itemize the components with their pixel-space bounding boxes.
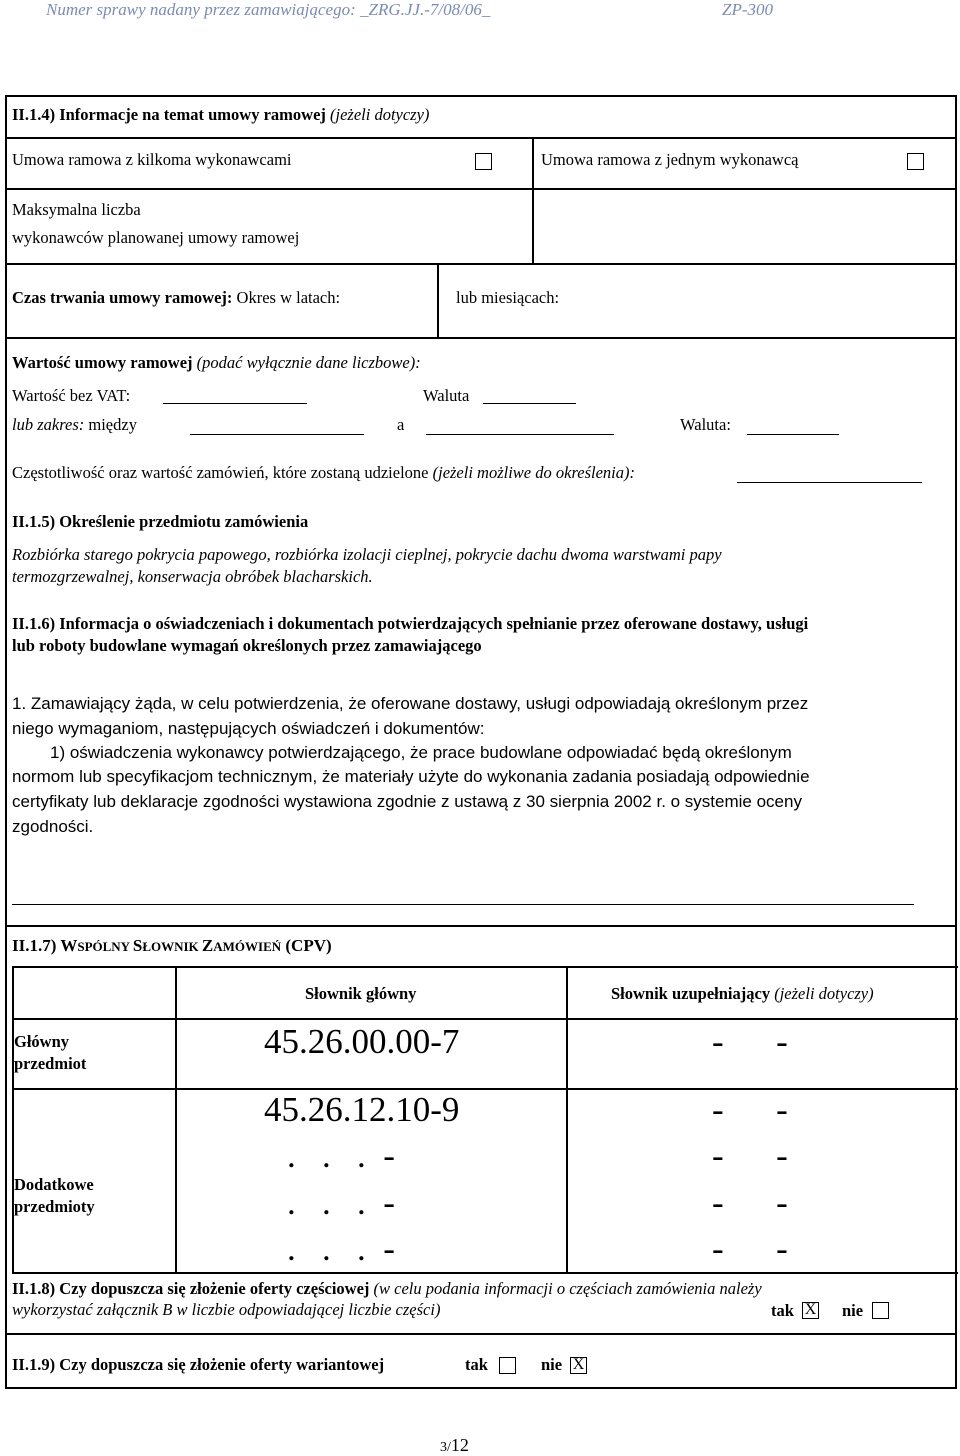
additional-supplementary-code: - - [712, 1229, 788, 1268]
currency2-label: Waluta: [680, 415, 731, 434]
partial-offer-yes-label: tak [771, 1301, 794, 1320]
range-label: lub zakres: między [12, 415, 137, 434]
requirement-line: normom lub specyfikacjom technicznym, że materiały użyte do wykonania zadania posiadają odpowiednie [12, 767, 810, 786]
value-label: Wartość umowy ramowej (podać wyłącznie dane liczbowe): [12, 353, 421, 372]
range-and-label: a [397, 415, 405, 434]
rule [532, 137, 534, 263]
currency-field[interactable] [483, 403, 576, 404]
section-title-116-2: lub roboty budowlane wymagań określonych przez zamawiającego [12, 636, 482, 655]
multi-contractor-label: Umowa ramowa z kilkoma wykonawcami [12, 150, 292, 169]
cpv-table-rule [12, 1272, 958, 1274]
additional-cpv-code: . . . - [287, 1229, 395, 1268]
cpv-table-rule [12, 966, 14, 1272]
supplementary-dictionary-header: Słownik uzupełniający (jeżeli dotyczy) [611, 984, 874, 1003]
requirement-line: niego wymaganiom, następujących oświadczeń i dokumentów: [12, 719, 485, 738]
frequency-field[interactable] [737, 482, 922, 483]
rule [5, 1333, 957, 1335]
section-title-114: II.1.4) Informacje na temat umowy ramowej (jeżeli dotyczy) [12, 105, 430, 124]
cpv-table-rule [12, 966, 958, 968]
duration-label: Czas trwania umowy ramowej: Okres w latach: [12, 288, 341, 307]
signature-line [12, 904, 914, 905]
variant-offer-yes-label: tak [465, 1355, 488, 1374]
additional-subjects-label-2: przedmioty [14, 1197, 95, 1216]
currency-label: Waluta [423, 386, 470, 405]
additional-cpv-code: 45.26.12.10-9 [264, 1090, 460, 1129]
cpv-table-rule [12, 1018, 958, 1020]
rule [5, 137, 957, 139]
additional-supplementary-code: - - [712, 1136, 788, 1175]
variant-offer-no-checkbox[interactable]: X [570, 1357, 587, 1374]
cpv-table-rule [566, 966, 568, 1272]
requirement-line: zgodności. [12, 817, 94, 836]
rule [5, 337, 957, 339]
section-118-note: wykorzystać załącznik B w liczbie odpowiadającej liczbie części) [12, 1300, 441, 1319]
subject-description-1: Rozbiórka starego pokrycia papowego, rozbiórka izolacji cieplnej, pokrycie dachu dwoma warstwami papy [12, 545, 722, 564]
additional-cpv-code: . . . - [287, 1183, 395, 1222]
section-title-118: II.1.8) Czy dopuszcza się złożenie oferty częściowej (w celu podania informacji o częściach zamówienia należy [12, 1279, 762, 1298]
section-title-117: II.1.7) WSPÓLNY SŁOWNIK ZAMÓWIEŃ (CPV) [12, 936, 332, 955]
rule [5, 925, 957, 927]
rule [5, 263, 957, 265]
range-from-field[interactable] [190, 434, 364, 435]
months-label: lub miesiącach: [456, 288, 560, 307]
variant-offer-yes-checkbox[interactable] [499, 1357, 516, 1374]
single-contractor-label: Umowa ramowa z jednym wykonawcą [541, 150, 799, 169]
main-subject-label-2: przedmiot [14, 1054, 87, 1073]
cpv-table-rule [175, 966, 177, 1272]
section-title-115: II.1.5) Określenie przedmiotu zamówienia [12, 512, 309, 531]
page-number: 3/12 [440, 1435, 469, 1455]
partial-offer-no-label: nie [842, 1301, 864, 1320]
variant-offer-no-label: nie [541, 1355, 563, 1374]
additional-cpv-code: . . . - [287, 1136, 395, 1175]
net-value-field[interactable] [163, 403, 307, 404]
main-supplementary-code: - - [712, 1022, 788, 1061]
main-dictionary-header: Słownik główny [305, 984, 417, 1003]
range-to-field[interactable] [426, 434, 614, 435]
case-number: Numer sprawy nadany przez zamawiającego: _ZRG.JJ.-7/08/06_ [46, 0, 491, 19]
main-cpv-code: 45.26.00.00-7 [264, 1022, 460, 1061]
partial-offer-no-checkbox[interactable] [872, 1302, 889, 1319]
frequency-label: Częstotliwość oraz wartość zamówień, które zostaną udzielone (jeżeli możliwe do określenia): [12, 463, 635, 482]
additional-subjects-label-1: Dodatkowe [14, 1175, 94, 1194]
net-value-label: Wartość bez VAT: [12, 386, 131, 405]
subject-description-2: termozgrzewalnej, konserwacja obróbek blacharskich. [12, 567, 373, 586]
additional-supplementary-code: - - [712, 1090, 788, 1129]
cpv-table-rule [12, 1088, 958, 1090]
form-code: ZP-300 [722, 0, 773, 19]
partial-offer-yes-checkbox[interactable]: X [802, 1302, 819, 1319]
requirement-line: certyfikaty lub deklaracje zgodności wystawiona zgodnie z ustawą z 30 sierpnia 2002 r. o systemie oceny [12, 792, 802, 811]
single-contractor-checkbox[interactable] [907, 153, 924, 170]
section-title-116-1: II.1.6) Informacja o oświadczeniach i dokumentach potwierdzających spełnianie przez oferowane dostawy, usługi [12, 614, 809, 633]
additional-supplementary-code: - - [712, 1183, 788, 1222]
multi-contractor-checkbox[interactable] [475, 153, 492, 170]
requirement-line: 1. Zamawiający żąda, w celu potwierdzenia, że oferowane dostawy, usługi odpowiadają określonym przez [12, 694, 809, 713]
section-title-119: II.1.9) Czy dopuszcza się złożenie oferty wariantowej [12, 1355, 385, 1374]
main-subject-label-1: Główny [14, 1032, 70, 1051]
rule [437, 263, 439, 337]
max-contractors-label-1: Maksymalna liczba [12, 200, 141, 219]
requirement-line: 1) oświadczenia wykonawcy potwierdzającego, że prace budowlane odpowiadać będą określonym [50, 743, 792, 762]
max-contractors-label-2: wykonawców planowanej umowy ramowej [12, 228, 300, 247]
rule [5, 188, 957, 190]
currency2-field[interactable] [747, 434, 839, 435]
